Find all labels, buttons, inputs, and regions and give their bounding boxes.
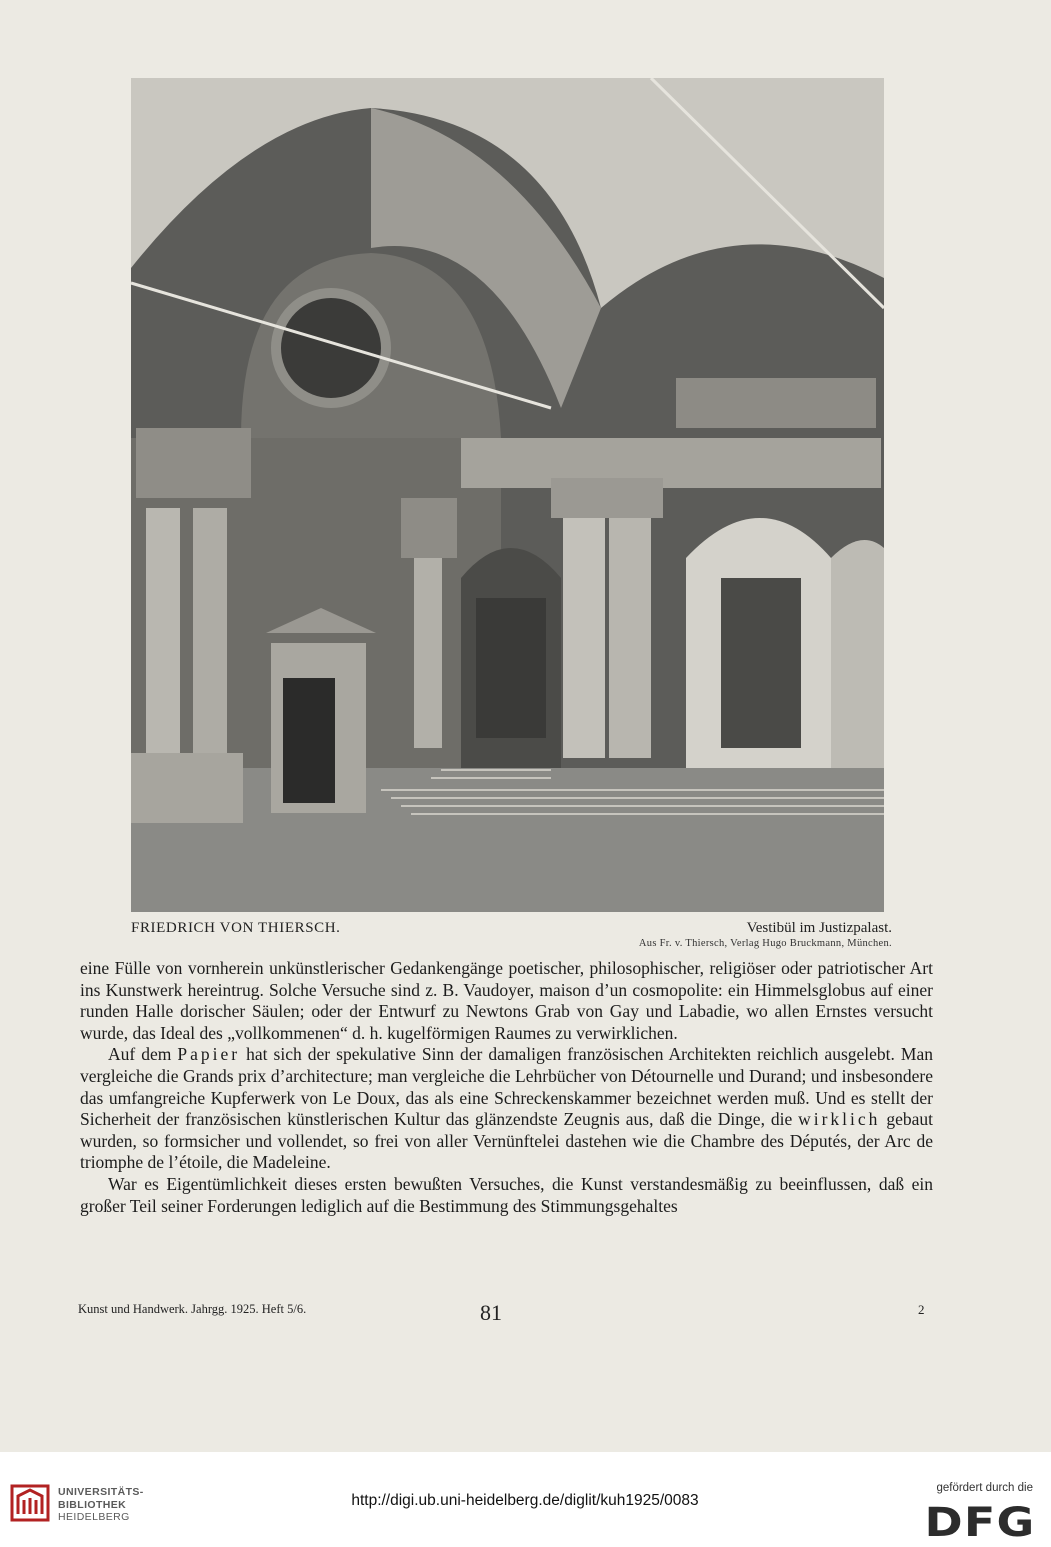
university-library-logo-icon	[10, 1482, 50, 1522]
figure-caption-title: Vestibül im Justizpalast.	[746, 920, 892, 936]
emphasis-papier: Papier	[177, 1044, 241, 1065]
body-text	[80, 958, 933, 1217]
permalink-url[interactable]: http://digi.ub.uni-heidelberg.de/diglit/kuh1925/0083	[351, 1492, 699, 1509]
figure-caption-author: FRIEDRICH VON THIERSCH.	[131, 920, 341, 936]
viewer-footer-bar	[0, 1452, 1051, 1547]
architecture-photograph	[131, 78, 884, 912]
funding-note: gefördert durch die	[936, 1482, 1033, 1494]
emphasis-wirklich: wirklich	[798, 1109, 881, 1130]
page-number: 81	[480, 1300, 502, 1325]
paragraph-2: Auf dem Papier hat sich der spekulative Sinn der damaligen französischen Architekten reichlich ausgelebt. Man vergleiche die Grands prix d’architecture; man vergleiche die Lehrbücher von Détournelle und Durand; und insbesondere das umfangreiche Kupferwerk von Le Doux, das als eine Schreckenskammer bezeichnet werden muß. Und es stellt der Sicherheit der französischen künstlerischen Kultur das glänzendste Zeugnis aus, daß die Dinge, die wirklich gebaut wurden, so formsicher und vollendet, so frei von aller Vernünftelei dastehen wie die Chambre des Députés, der Arc de triomphe de l’étoile, die Madeleine.	[80, 1044, 933, 1173]
university-library-name: UNIVERSITÄTS- BIBLIOTHEK HEIDELBERG	[58, 1486, 144, 1523]
paragraph-1: eine Fülle von vornherein unkünstlerischer Gedankengänge poetischer, philosophischer, religiöser oder patriotischer Art ins Kunstwerk hereintrug. Solche Versuche sind z. B. Vaudoyer, maison d’un cosmopolite: ein Himmelsglobus auf einer runden Halle dorischer Säulen; oder der Entwurf zu Newtons Grab von Gay und Labadie, wo allen Ernstes versucht wurde, das Ideal des „vollkommenen“ d. h. kugelförmigen Raumes zu verwirklichen.	[80, 958, 933, 1043]
dfg-logo: DFG	[924, 1500, 1035, 1546]
paragraph-3: War es Eigentümlichkeit dieses ersten bewußten Versuches, die Kunst verstandesmäßig zu beeinflussen, daß ein großer Teil seiner Forderungen lediglich auf die Bestimmung des Stimmungsgehaltes	[80, 1173, 933, 1216]
signature-mark: 2	[918, 1302, 925, 1317]
journal-footer: Kunst und Handwerk. Jahrgg. 1925. Heft 5/6.	[78, 1302, 307, 1316]
vestibule-illustration	[131, 78, 884, 912]
figure-credit: Aus Fr. v. Thiersch, Verlag Hugo Bruckmann, München.	[638, 938, 892, 949]
